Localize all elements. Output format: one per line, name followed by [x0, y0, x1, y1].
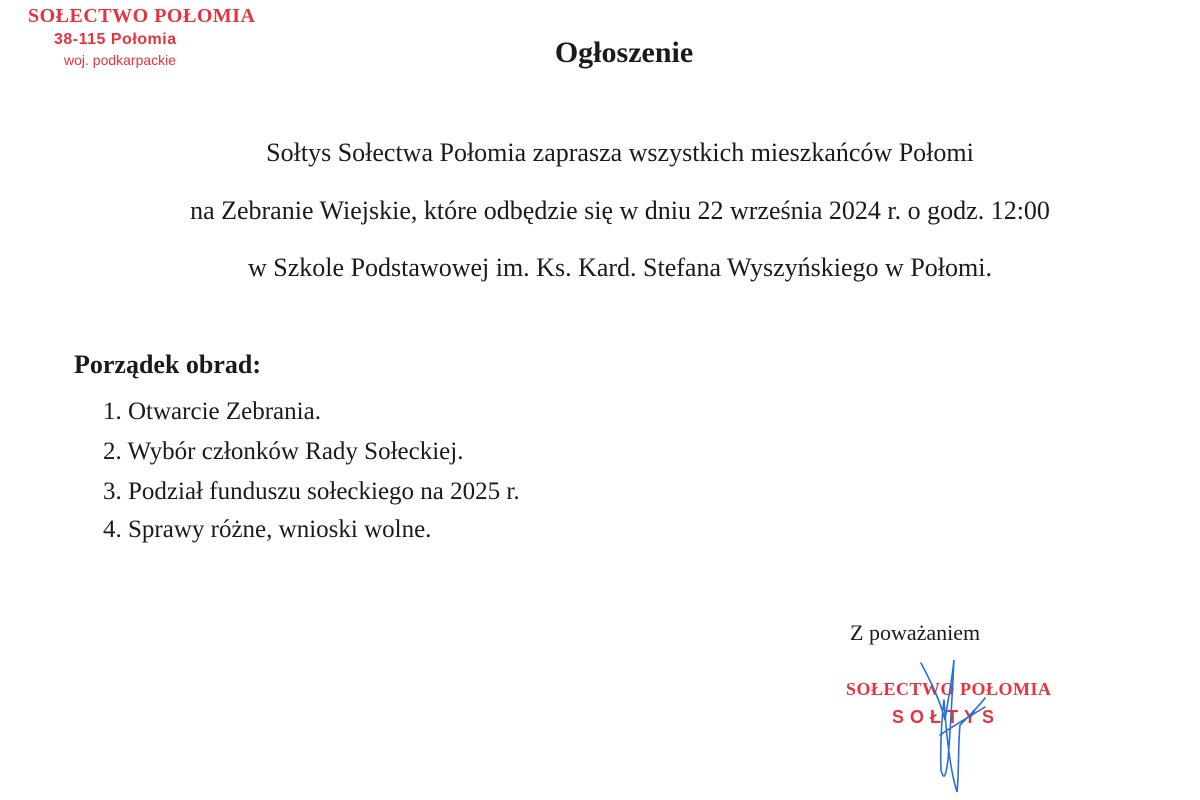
agenda-item: 3. Podział funduszu sołeckiego na 2025 r. [103, 478, 520, 505]
agenda-title: Porządek obrad: [74, 350, 262, 379]
agenda-item: 2. Wybór członków Rady Sołeckiej. [103, 438, 464, 465]
intro-line: Sołtys Sołectwa Połomia zaprasza wszystkich mieszkańców Połomi [266, 138, 974, 167]
stamp-line: SOŁECTWO POŁOMIA [28, 5, 256, 27]
stamp-line: SOŁECTWO POŁOMIA [846, 679, 1052, 699]
agenda-item: 1. Otwarcie Zebrania. [103, 398, 321, 425]
stamp-line: 38-115 Połomia [54, 31, 177, 48]
page-title: Ogłoszenie [554, 36, 694, 69]
closing-text: Z poważaniem [850, 620, 981, 645]
intro-line: w Szkole Podstawowej im. Ks. Kard. Stefana Wyszyńskiego w Połomi. [248, 253, 992, 282]
intro-line: na Zebranie Wiejskie, które odbędzie się w dniu 22 września 2024 r. o godz. 12:00 [190, 196, 1050, 225]
stamp-line: woj. podkarpackie [64, 52, 177, 68]
stamp-line: SOŁTYS [892, 707, 1001, 727]
agenda-item: 4. Sprawy różne, wnioski wolne. [103, 516, 432, 543]
